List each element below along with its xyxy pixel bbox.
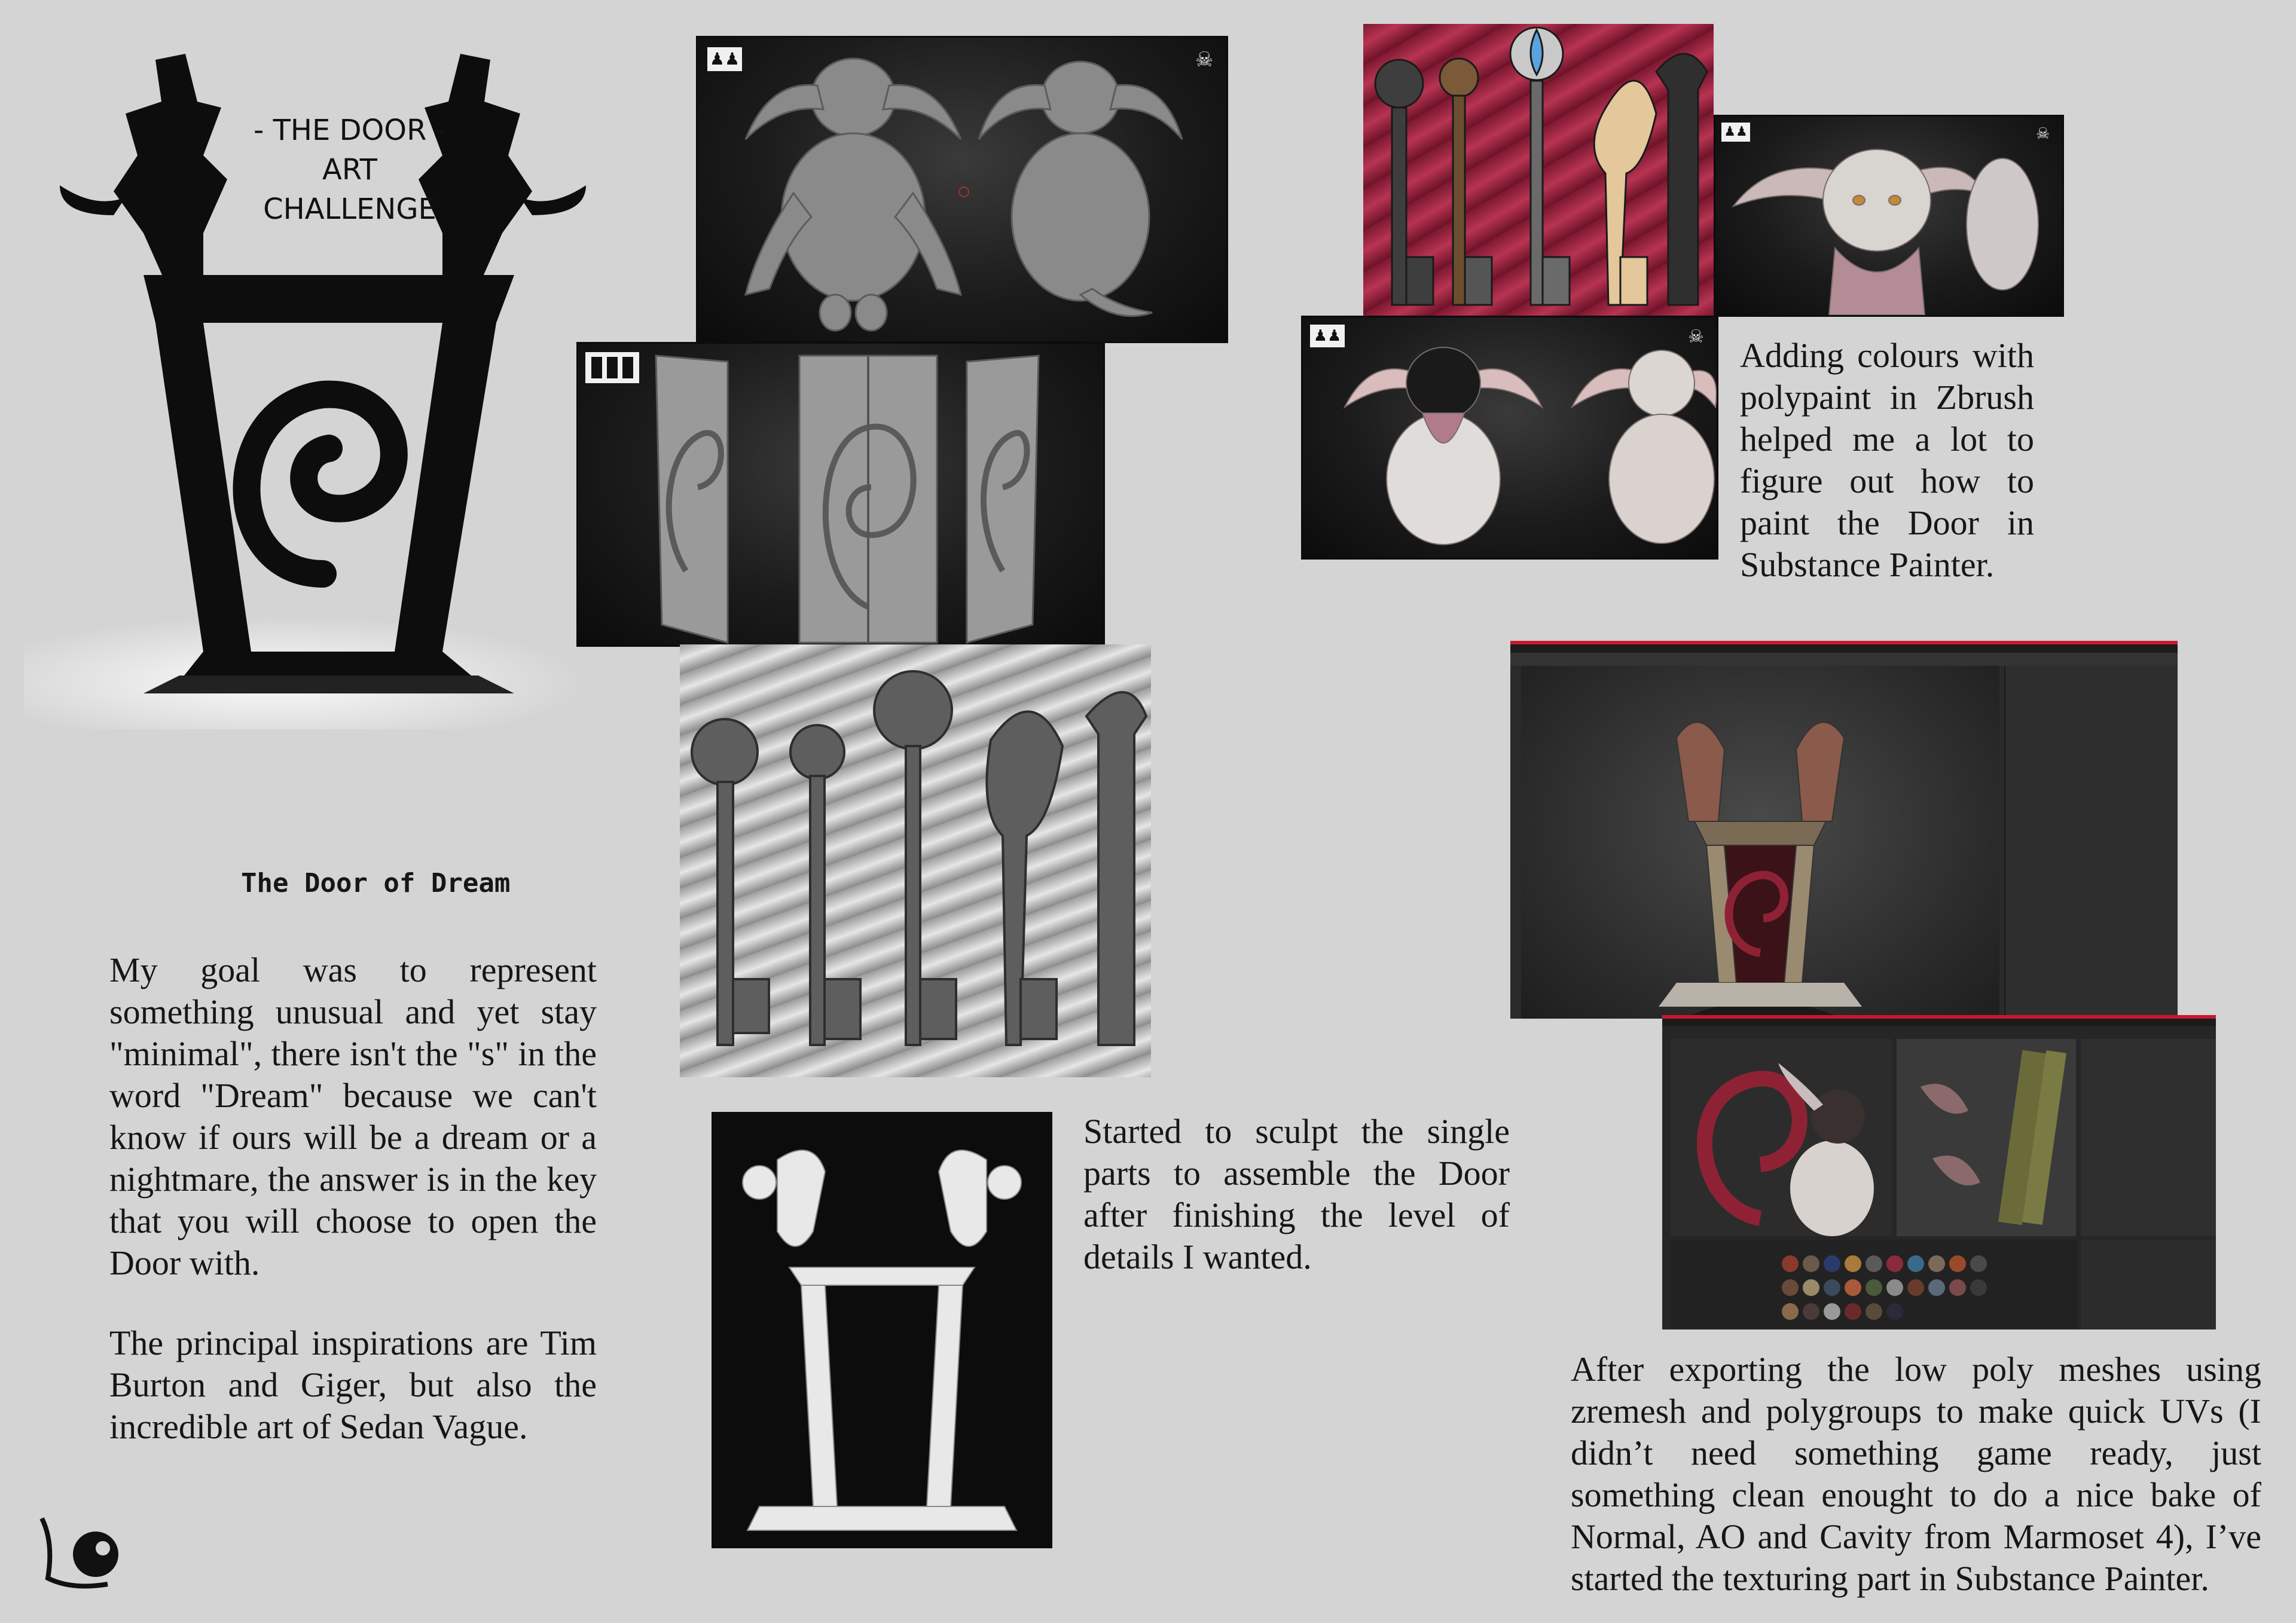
sculpt-caption: Started to sculpt the single parts to assemble the Door after finishing the level of details I wanted. <box>1083 1112 1510 1276</box>
substance-painter-screenshot-2 <box>1662 1015 2216 1329</box>
keys-sculpt-render <box>680 644 1151 1077</box>
creature-polypaint-render <box>1301 316 1718 560</box>
menu-bar <box>1662 1019 2216 1026</box>
properties-panel <box>2004 666 2178 1019</box>
substance-painter-screenshot-1 <box>1510 641 2178 1019</box>
polypaint-caption: Adding colours with polypaint in Zbrush helped me a lot to figure out how to paint the Door in Substance Painter. <box>1740 336 2034 584</box>
creature-pair-icon: ♟♟ <box>707 47 742 71</box>
signature-logo <box>36 1506 132 1596</box>
door-triple-icon <box>585 352 639 383</box>
challenge-line2: ART CHALLENGE <box>263 153 436 226</box>
viewport-3d <box>1671 1039 1892 1236</box>
keys-color-render <box>1363 24 1714 316</box>
layers-panel <box>2081 1039 2216 1236</box>
shelf-panel <box>1671 1240 2077 1329</box>
texture-set-panel <box>2081 1240 2216 1329</box>
toolbar <box>1510 653 2178 666</box>
challenge-line1: - THE DOOR - <box>253 114 447 147</box>
assembled-door-render <box>712 1112 1052 1548</box>
menu-bar <box>1510 644 2178 653</box>
intro-heading: The Door of Dream <box>241 868 511 898</box>
skull-icon: ☠ <box>2036 125 2050 143</box>
challenge-title <box>239 111 460 229</box>
viewport-uv <box>1897 1039 2076 1236</box>
creature-sculpt-render <box>696 36 1228 343</box>
creature-pair-icon: ♟♟ <box>1721 123 1750 142</box>
creature-head-color-render <box>1714 115 2064 317</box>
skull-icon: ☠ <box>1688 326 1704 347</box>
intro-paragraph-1: My goal was to represent something unusual and yet stay "minimal", there isn't the "s" in the word "Dream" because we can't know if ours will be a dream or a nightmare, the answer is in the key that you will choose to open the Door with. <box>109 950 597 1282</box>
texturing-caption: After exporting the low poly meshes using zremesh and polygroups to make quick UVs (I didn’t need something game ready, just something clean enought to do a nice bake of Normal, AO and Cavity from Marmoset 4), I’ve started the texturing part in Substance Painter. <box>1571 1350 2261 1598</box>
viewport <box>1521 666 1999 1019</box>
intro-paragraph-2: The principal inspirations are Tim Burton and Giger, but also the incredible art of Sedan Vague. <box>109 1324 597 1446</box>
door-panels-sculpt-render <box>576 342 1105 647</box>
skull-icon: ☠ <box>1195 48 1214 72</box>
creature-pair-icon: ♟♟ <box>1310 325 1345 347</box>
